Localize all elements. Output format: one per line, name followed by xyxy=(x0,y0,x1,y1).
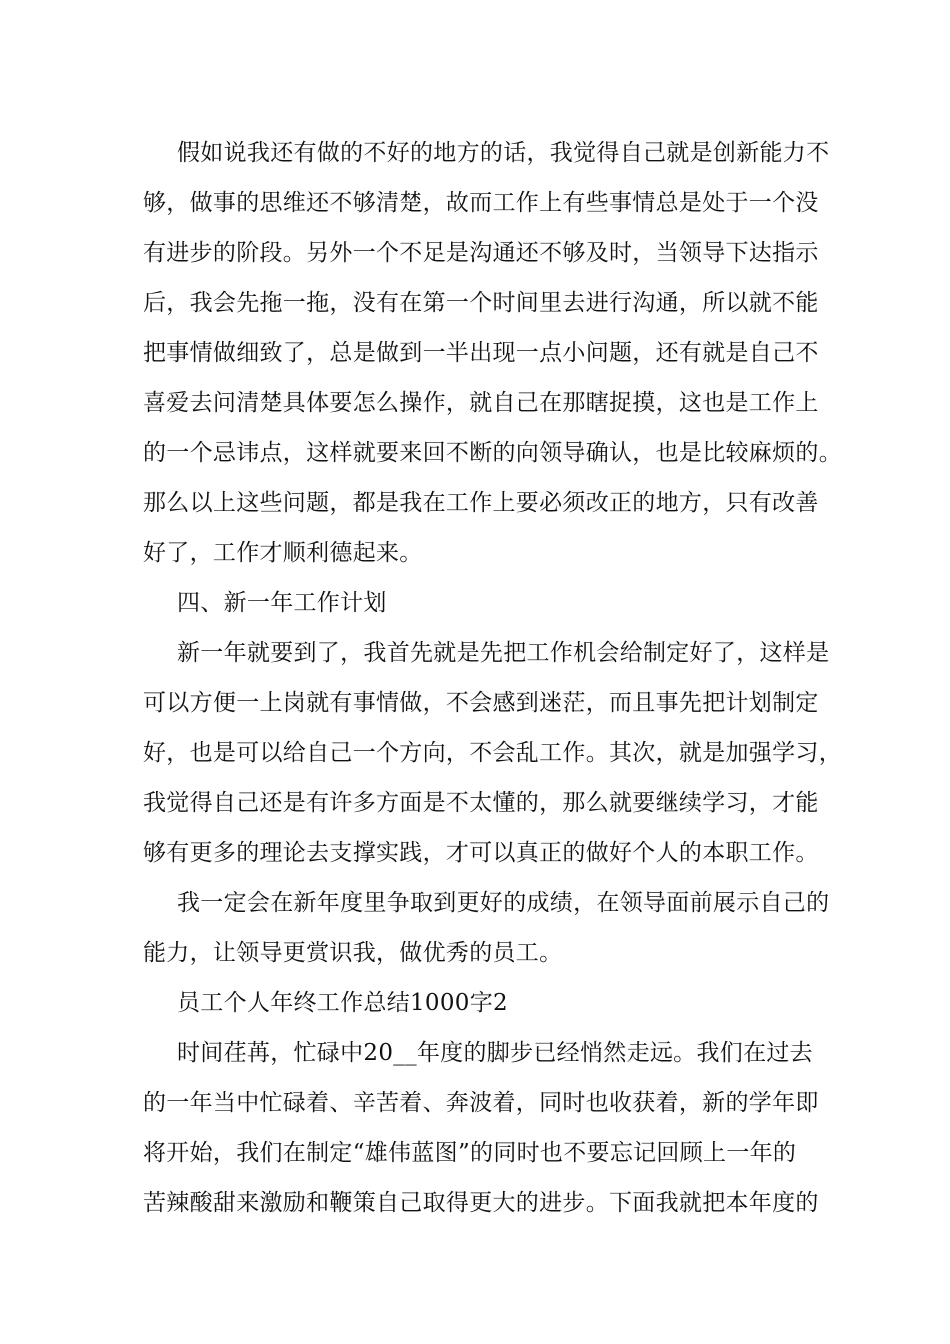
paragraph-line: 后，我会先拖一拖，没有在第一个时间里去进行沟通，所以就不能 xyxy=(143,290,819,316)
document-subtitle: 员工个人年终工作总结1000字2 xyxy=(177,990,508,1016)
paragraph-line: 有进步的阶段。另外一个不足是沟通还不够及时，当领导下达指示 xyxy=(143,240,819,266)
paragraph-line: 将开始，我们在制定“雄伟蓝图”的同时也不要忘记回顾上一年的 xyxy=(143,1140,797,1166)
paragraph-line: 把事情做细致了，总是做到一半出现一点小问题，还有就是自己不 xyxy=(143,340,819,366)
paragraph-line: 够，做事的思维还不够清楚，故而工作上有些事情总是处于一个没 xyxy=(143,190,819,216)
paragraph-line: 能力，让领导更赏识我，做优秀的员工。 xyxy=(143,940,563,966)
paragraph-line: 苦辣酸甜来激励和鞭策自己取得更大的进步。下面我就把本年度的 xyxy=(143,1190,819,1216)
paragraph-line: 假如说我还有做的不好的地方的话，我觉得自己就是创新能力不 xyxy=(177,140,830,166)
paragraph-line: 我觉得自己还是有许多方面是不太懂的，那么就要继续学习，才能 xyxy=(143,790,819,816)
section-heading: 四、新一年工作计划 xyxy=(177,590,387,616)
paragraph-line: 的一个忌讳点，这样就要来回不断的向领导确认，也是比较麻烦的。 xyxy=(143,440,842,466)
document-body xyxy=(143,128,842,1228)
paragraph-line: 够有更多的理论去支撑实践，才可以真正的做好个人的本职工作。 xyxy=(143,840,819,866)
paragraph-line: 的一年当中忙碌着、辛苦着、奔波着，同时也收获着，新的学年即 xyxy=(143,1090,819,1116)
paragraph-line: 好，也是可以给自己一个方向，不会乱工作。其次，就是加强学习， xyxy=(143,740,842,766)
paragraph-line: 可以方便一上岗就有事情做，不会感到迷茫，而且事先把计划制定 xyxy=(143,690,819,716)
paragraph-line: 时间荏苒，忙碌中20__年度的脚步已经悄然走远。我们在过去 xyxy=(177,1040,813,1066)
paragraph-line: 那么以上这些问题，都是我在工作上要必须改正的地方，只有改善 xyxy=(143,490,819,516)
paragraph-line: 我一定会在新年度里争取到更好的成绩，在领导面前展示自己的 xyxy=(177,890,830,916)
paragraph-line: 新一年就要到了，我首先就是先把工作机会给制定好了，这样是 xyxy=(177,640,830,666)
paragraph-line: 好了，工作才顺利德起来。 xyxy=(143,540,423,566)
paragraph-line: 喜爱去问清楚具体要怎么操作，就自己在那瞎捉摸，这也是工作上 xyxy=(143,390,819,416)
